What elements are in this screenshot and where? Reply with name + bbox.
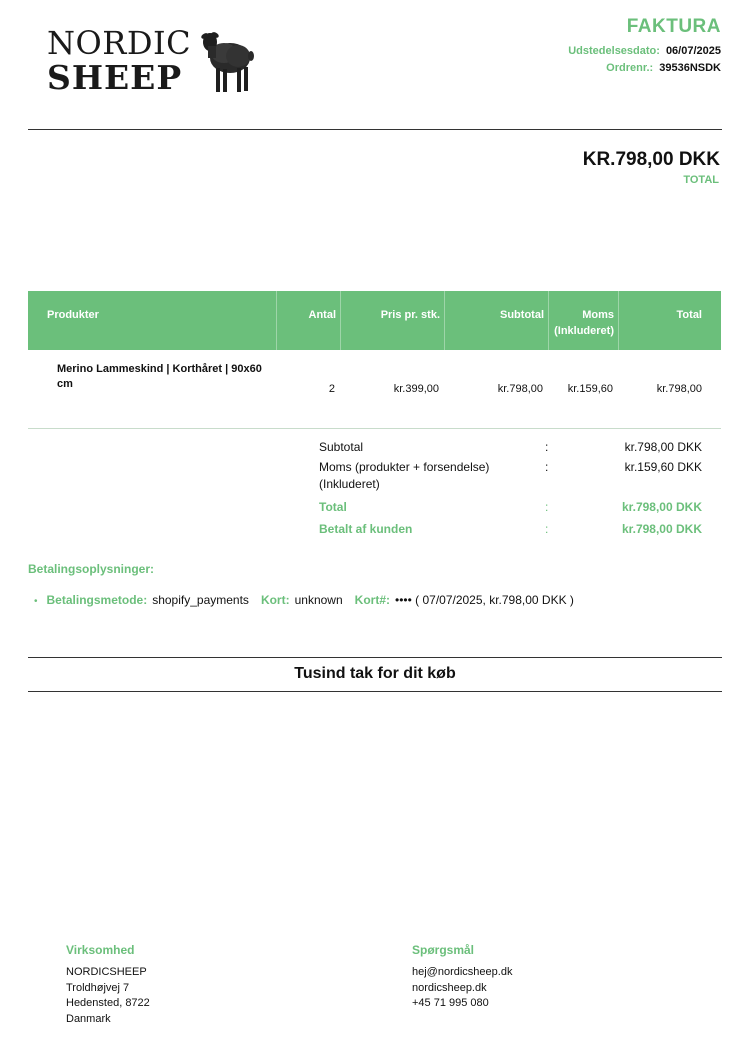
product-qty: 2: [328, 383, 335, 395]
thanks-bottom-divider: [28, 691, 722, 692]
col-separator: [340, 291, 341, 350]
table-bottom-line: [28, 428, 721, 429]
footer-company-line: Troldhøjvej 7: [66, 981, 130, 994]
card-number-value: •••• ( 07/07/2025, kr.798,00 DKK ): [395, 593, 574, 607]
col-separator: [618, 291, 619, 350]
thanks-top-divider: [28, 657, 722, 658]
totals-vat-colon: :: [545, 460, 549, 474]
col-header-qty: Antal: [308, 309, 336, 321]
brand-line-2: SHEEP: [47, 58, 183, 97]
order-number-row: [606, 62, 721, 74]
product-total: kr.798,00: [656, 383, 702, 395]
product-name: Merino Lammeskind | Korthåret | 90x60 cm: [57, 363, 262, 390]
footer-company-title: Virksomhed: [66, 943, 135, 957]
order-number-value: 39536NSDK: [659, 62, 721, 74]
brand-line-1: NORDIC: [47, 24, 192, 62]
sheep-icon: [196, 26, 256, 96]
total-amount: KR.798,00 DKK: [582, 149, 720, 170]
payment-method-label: Betalingsmetode:: [46, 593, 148, 607]
totals-subtotal-value: kr.798,00 DKK: [624, 440, 702, 454]
issue-date-row: [568, 45, 721, 57]
totals-total-colon: :: [545, 500, 549, 514]
footer-company-line: Hedensted, 8722: [66, 997, 150, 1009]
brand-logo-text: [47, 24, 192, 97]
product-vat: kr.159,60: [567, 383, 613, 395]
footer-company: [66, 943, 150, 1027]
bullet-dot: •: [34, 596, 38, 607]
total-label: TOTAL: [683, 174, 719, 186]
totals-total-value: kr.798,00 DKK: [621, 500, 702, 514]
thanks-message: Tusind tak for dit køb: [294, 665, 456, 682]
col-separator: [276, 291, 277, 350]
totals-vat-label: Moms (produkter + forsendelse) (Inkluderet): [319, 460, 490, 491]
footer-email: hej@nordicsheep.dk: [412, 966, 513, 978]
col-header-vat: Moms (Inkluderet): [554, 309, 614, 337]
footer-questions-title: Spørgsmål: [412, 943, 475, 957]
totals-subtotal-colon: :: [545, 440, 549, 454]
card-label: Kort:: [260, 593, 290, 607]
totals-paid-value: kr.798,00 DKK: [621, 522, 702, 536]
col-header-subtotal: Subtotal: [500, 309, 544, 321]
footer-website: nordicsheep.dk: [412, 981, 487, 994]
col-separator: [444, 291, 445, 350]
payment-info-line: [34, 593, 574, 607]
footer-company-line: NORDICSHEEP: [66, 966, 147, 978]
totals-vat-value: kr.159,60 DKK: [624, 460, 702, 474]
order-number-label: Ordrenr.:: [606, 62, 654, 74]
card-value: unknown: [294, 593, 343, 607]
col-header-unit-price: Pris pr. stk.: [380, 309, 440, 321]
issue-date-label: Udstedelsesdato:: [568, 45, 660, 57]
footer-questions: [412, 943, 512, 1012]
footer-company-line: Danmark: [66, 1012, 111, 1025]
col-header-products: Produkter: [47, 309, 99, 321]
invoice-title: FAKTURA: [626, 16, 721, 37]
footer-phone: +45 71 995 080: [412, 997, 489, 1009]
products-table-header: [28, 291, 721, 350]
totals-paid-label: Betalt af kunden: [319, 522, 413, 536]
totals-subtotal-label: Subtotal: [319, 440, 364, 454]
totals-total-label: Total: [319, 500, 347, 514]
product-subtotal: kr.798,00: [497, 383, 543, 395]
col-header-total: Total: [676, 309, 702, 321]
totals-paid-colon: :: [545, 522, 549, 536]
product-unit-price: kr.399,00: [393, 383, 439, 395]
issue-date-value: 06/07/2025: [665, 45, 721, 57]
col-separator: [548, 291, 549, 350]
header-divider: [28, 129, 722, 130]
card-number-label: Kort#:: [354, 593, 390, 607]
payment-info-title: Betalingsoplysninger:: [28, 562, 155, 576]
payment-method-value: shopify_payments: [152, 593, 249, 607]
